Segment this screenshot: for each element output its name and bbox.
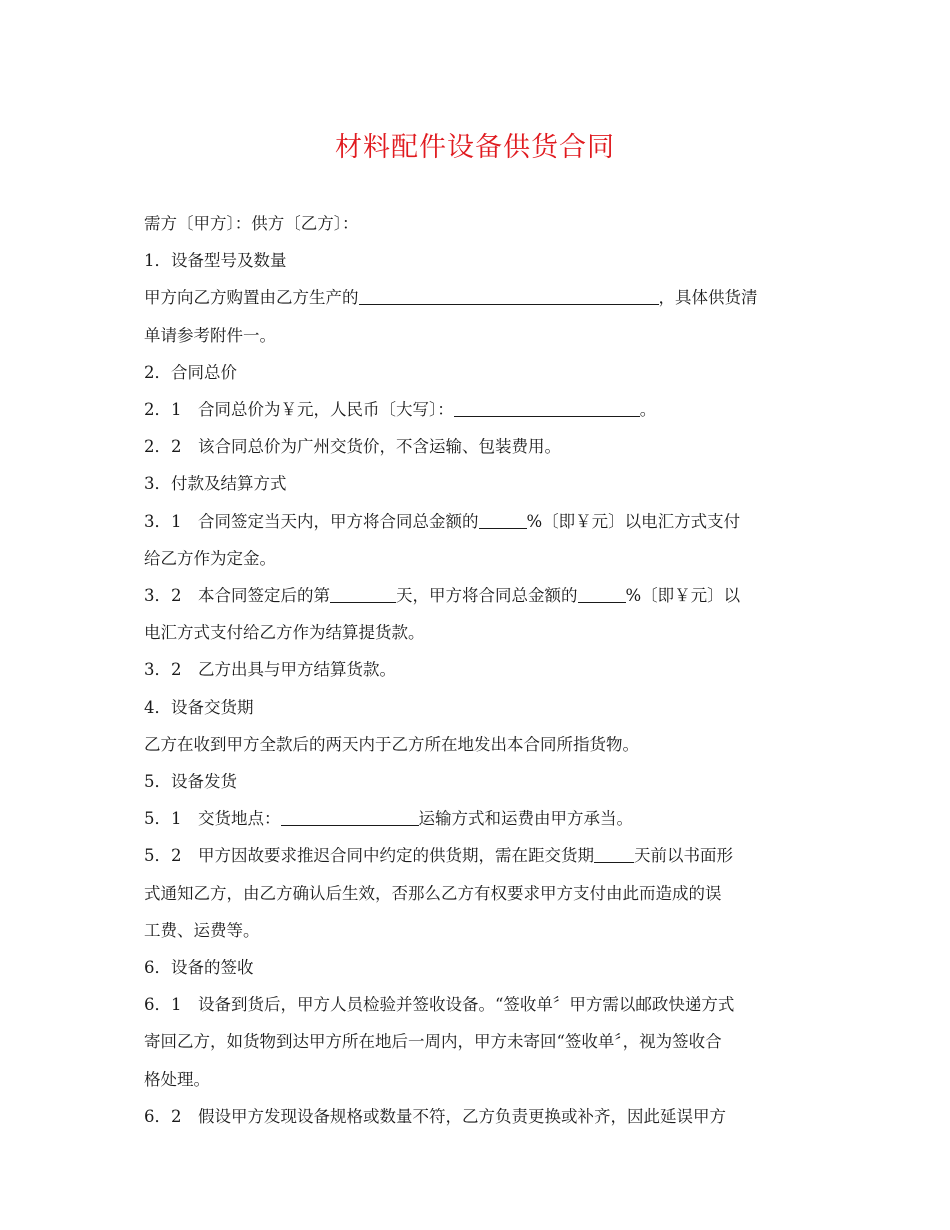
paragraph: 电汇方式支付给乙方作为结算提货款。 [144, 623, 425, 643]
blank-field [454, 400, 640, 418]
text-run: 运输方式和运费由甲方承当。 [418, 809, 633, 829]
paragraph: 6．2 假设甲方发现设备规格或数量不符，乙方负责更换或补齐，因此延误甲方 [144, 1106, 726, 1126]
blank-field [281, 809, 419, 827]
blank-field [594, 846, 634, 864]
paragraph [144, 503, 806, 540]
blank-field [578, 586, 626, 604]
text-run: ，具体供货清 [658, 288, 758, 308]
text-run: 5．1 交货地点： [144, 809, 281, 829]
text-run: %〔即￥元〕以 [625, 586, 741, 606]
text-run: 。 [639, 400, 657, 420]
paragraph [144, 279, 806, 316]
text-run: 天，甲方将合同总金额的 [396, 586, 578, 606]
section-heading: 6．设备的签收 [144, 958, 254, 978]
text-run: 天前以书面形 [634, 846, 733, 866]
document-title: 材料配件设备供货合同 [335, 132, 615, 163]
text-run: %〔即￥元〕以电汇方式支付 [526, 511, 741, 531]
blank-field [479, 511, 527, 529]
paragraph: 3．2 乙方出具与甲方结算货款。 [144, 660, 396, 680]
section-heading: 4．设备交货期 [144, 697, 254, 717]
document-body [144, 205, 806, 1135]
section-heading: 2．合同总价 [144, 362, 237, 382]
paragraph [144, 391, 806, 428]
blank-field [330, 586, 396, 604]
paragraph: 乙方在收到甲方全款后的两天内于乙方所在地发出本合同所指货物。 [144, 734, 639, 754]
paragraph [144, 800, 806, 837]
paragraph: 格处理。 [144, 1069, 210, 1089]
paragraph: 式通知乙方，由乙方确认后生效，否那么乙方有权要求甲方支付由此而造成的误 [144, 883, 722, 903]
paragraph: 寄回乙方，如货物到达甲方所在地后一周内，甲方未寄回“签收单〞，视为签收合 [144, 1032, 722, 1052]
parties-line: 需方〔甲方〕：供方〔乙方〕： [144, 214, 359, 233]
section-heading: 1．设备型号及数量 [144, 251, 287, 271]
paragraph: 工费、运费等。 [144, 920, 260, 940]
text-run: 3．1 合同签定当天内，甲方将合同总金额的 [144, 511, 479, 531]
text-run: 甲方向乙方购置由乙方生产的 [144, 288, 359, 308]
paragraph: 给乙方作为定金。 [144, 548, 276, 568]
section-heading: 3．付款及结算方式 [144, 474, 287, 494]
paragraph: 单请参考附件一。 [144, 325, 276, 345]
text-run: 5．2 甲方因故要求推迟合同中约定的供货期，需在距交货期 [144, 846, 594, 866]
text-run: 3．2 本合同签定后的第 [144, 586, 330, 606]
paragraph: 2．2 该合同总价为广州交货价，不含运输、包装费用。 [144, 437, 561, 457]
section-heading: 5．设备发货 [144, 772, 237, 792]
blank-field [359, 288, 659, 306]
text-run: 2．1 合同总价为￥元，人民币〔大写〕： [144, 400, 454, 420]
paragraph [144, 577, 806, 614]
paragraph [144, 837, 806, 874]
paragraph: 6．1 设备到货后，甲方人员检验并签收设备。“签收单〞甲方需以邮政快递方式 [144, 995, 735, 1015]
